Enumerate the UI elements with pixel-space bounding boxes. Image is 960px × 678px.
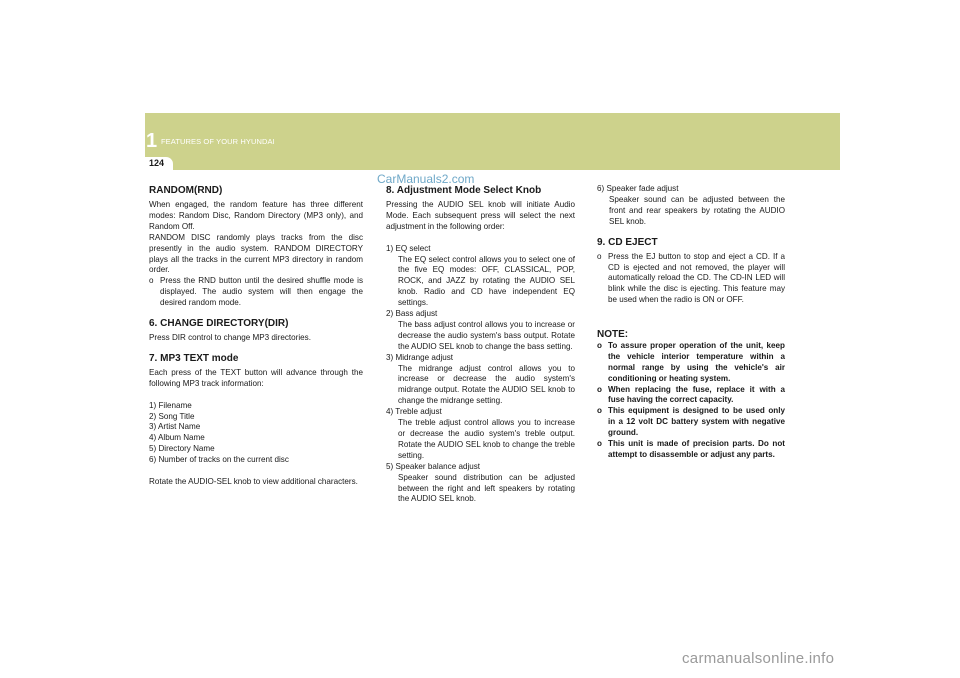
watermark-bottom[interactable]: carmanualsonline.info — [682, 650, 835, 667]
note-item-text: This unit is made of precision parts. Do not attempt to disassemble or adjust any parts. — [608, 439, 785, 459]
bullet-marker: o — [597, 340, 602, 350]
bass-adjust-body: The bass adjust control allows you to increase or decrease the audio system's bass output. Rotate the AUDIO SEL knob to change the bass setting. — [398, 319, 575, 351]
chapter-title: FEATURES OF YOUR HYUNDAI — [161, 137, 275, 146]
bullet-marker: o — [597, 384, 602, 394]
bullet-marker: o — [597, 251, 602, 261]
list-item: 2) Song Title — [149, 411, 195, 421]
note-item — [597, 439, 785, 461]
list-item: 4) Album Name — [149, 433, 205, 443]
note-item-text: To assure proper operation of the unit, keep the vehicle interior temperature within a normal range by using the vehicle's air conditioning or heating system. — [608, 340, 785, 383]
adjustment-mode-heading: 8. Adjustment Mode Select Knob — [386, 185, 542, 196]
column-right — [597, 184, 785, 461]
watermark-top[interactable]: CarManuals2.com — [377, 172, 475, 186]
mp3-text-heading: 7. MP3 TEXT mode — [149, 352, 239, 364]
note-item — [597, 385, 785, 407]
eq-select-title: 1) EQ select — [386, 243, 431, 253]
cd-eject-bullet-text: Press the EJ button to stop and eject a CD. If a CD is ejected and not removed, the player will automatically reload the CD. The CD-IN LED will blink while the disc is ejecting. This feature may be used when the radio is ON or OFF. — [608, 251, 785, 305]
bass-adjust-title: 2) Bass adjust — [386, 309, 438, 319]
random-disc-paragraph: RANDOM DISC randomly plays tracks from the disc presently in the audio system. RANDOM DIRECTORY plays all the tracks in the current MP3 directory in random order. — [149, 232, 363, 275]
adjustment-intro: Pressing the AUDIO SEL knob will initiate Audio Mode. Each subsequent press will select the next adjustment in the following order: — [386, 200, 575, 231]
speaker-balance-title: 5) Speaker balance adjust — [386, 461, 481, 471]
column-middle — [386, 184, 575, 505]
mp3-text-paragraph: Each press of the TEXT button will advance through the following MP3 track information: — [149, 367, 363, 388]
bullet-marker: o — [149, 276, 154, 286]
random-bullet-text: Press the RND button until the desired shuffle mode is displayed. The audio system will then engage the desired random mode. — [160, 276, 363, 308]
change-directory-paragraph: Press DIR control to change MP3 directories. — [149, 333, 311, 343]
eq-select-body: The EQ select control allows you to select one of the five EQ modes: OFF, CLASSICAL, POP, ROCK, and JAZZ by rotating the AUDIO SEL knob. Radio and CD have independent EQ settings. — [398, 254, 575, 308]
treble-adjust-title: 4) Treble adjust — [386, 407, 442, 417]
midrange-adjust-title: 3) Midrange adjust — [386, 352, 454, 362]
speaker-fade-title: 6) Speaker fade adjust — [597, 184, 679, 193]
note-item — [597, 406, 785, 439]
random-bullet — [149, 276, 363, 309]
random-heading: RANDOM(RND) — [149, 185, 223, 196]
rotate-knob-paragraph: Rotate the AUDIO-SEL knob to view additional characters. — [149, 477, 358, 486]
note-item — [597, 341, 785, 385]
treble-adjust-body: The treble adjust control allows you to increase or decrease the audio system's treble output. Rotate the AUDIO SEL knob to change the treble setting. — [398, 418, 575, 460]
cd-eject-heading: 9. CD EJECT — [597, 236, 658, 248]
list-item: 3) Artist Name — [149, 422, 201, 432]
note-item-text: When replacing the fuse, replace it with a fuse having the correct capacity. — [608, 384, 785, 405]
page-number: 124 — [149, 158, 165, 168]
column-left — [149, 184, 363, 488]
bullet-marker: o — [597, 439, 602, 449]
list-item: 6) Number of tracks on the current disc — [149, 455, 289, 465]
speaker-balance-body: Speaker sound distribution can be adjusted between the right and left speakers by rotating the AUDIO SEL knob. — [398, 472, 575, 504]
change-directory-heading: 6. CHANGE DIRECTORY(DIR) — [149, 318, 289, 330]
list-item: 5) Directory Name — [149, 444, 215, 454]
random-paragraph: When engaged, the random feature has three different modes: Random Disc, Random Directory (MP3 only), and Random Off. — [149, 200, 363, 231]
midrange-adjust-body: The midrange adjust control allows you to increase or decrease the audio system's midrange output. Rotate the AUDIO SEL knob to change the midrange setting. — [398, 363, 575, 406]
bullet-marker: o — [597, 406, 602, 416]
note-item-text: This equipment is designed to be used only in a 12 volt DC battery system with negative ground. — [608, 406, 785, 438]
list-item: 1) Filename — [149, 400, 192, 410]
chapter-number: 1 — [146, 130, 158, 152]
mp3-info-list — [149, 401, 363, 466]
note-heading: NOTE: — [597, 328, 629, 340]
speaker-fade-body: Speaker sound can be adjusted between the front and rear speakers by rotating the AUDIO SEL knob. — [609, 194, 785, 226]
cd-eject-bullet — [597, 252, 785, 307]
